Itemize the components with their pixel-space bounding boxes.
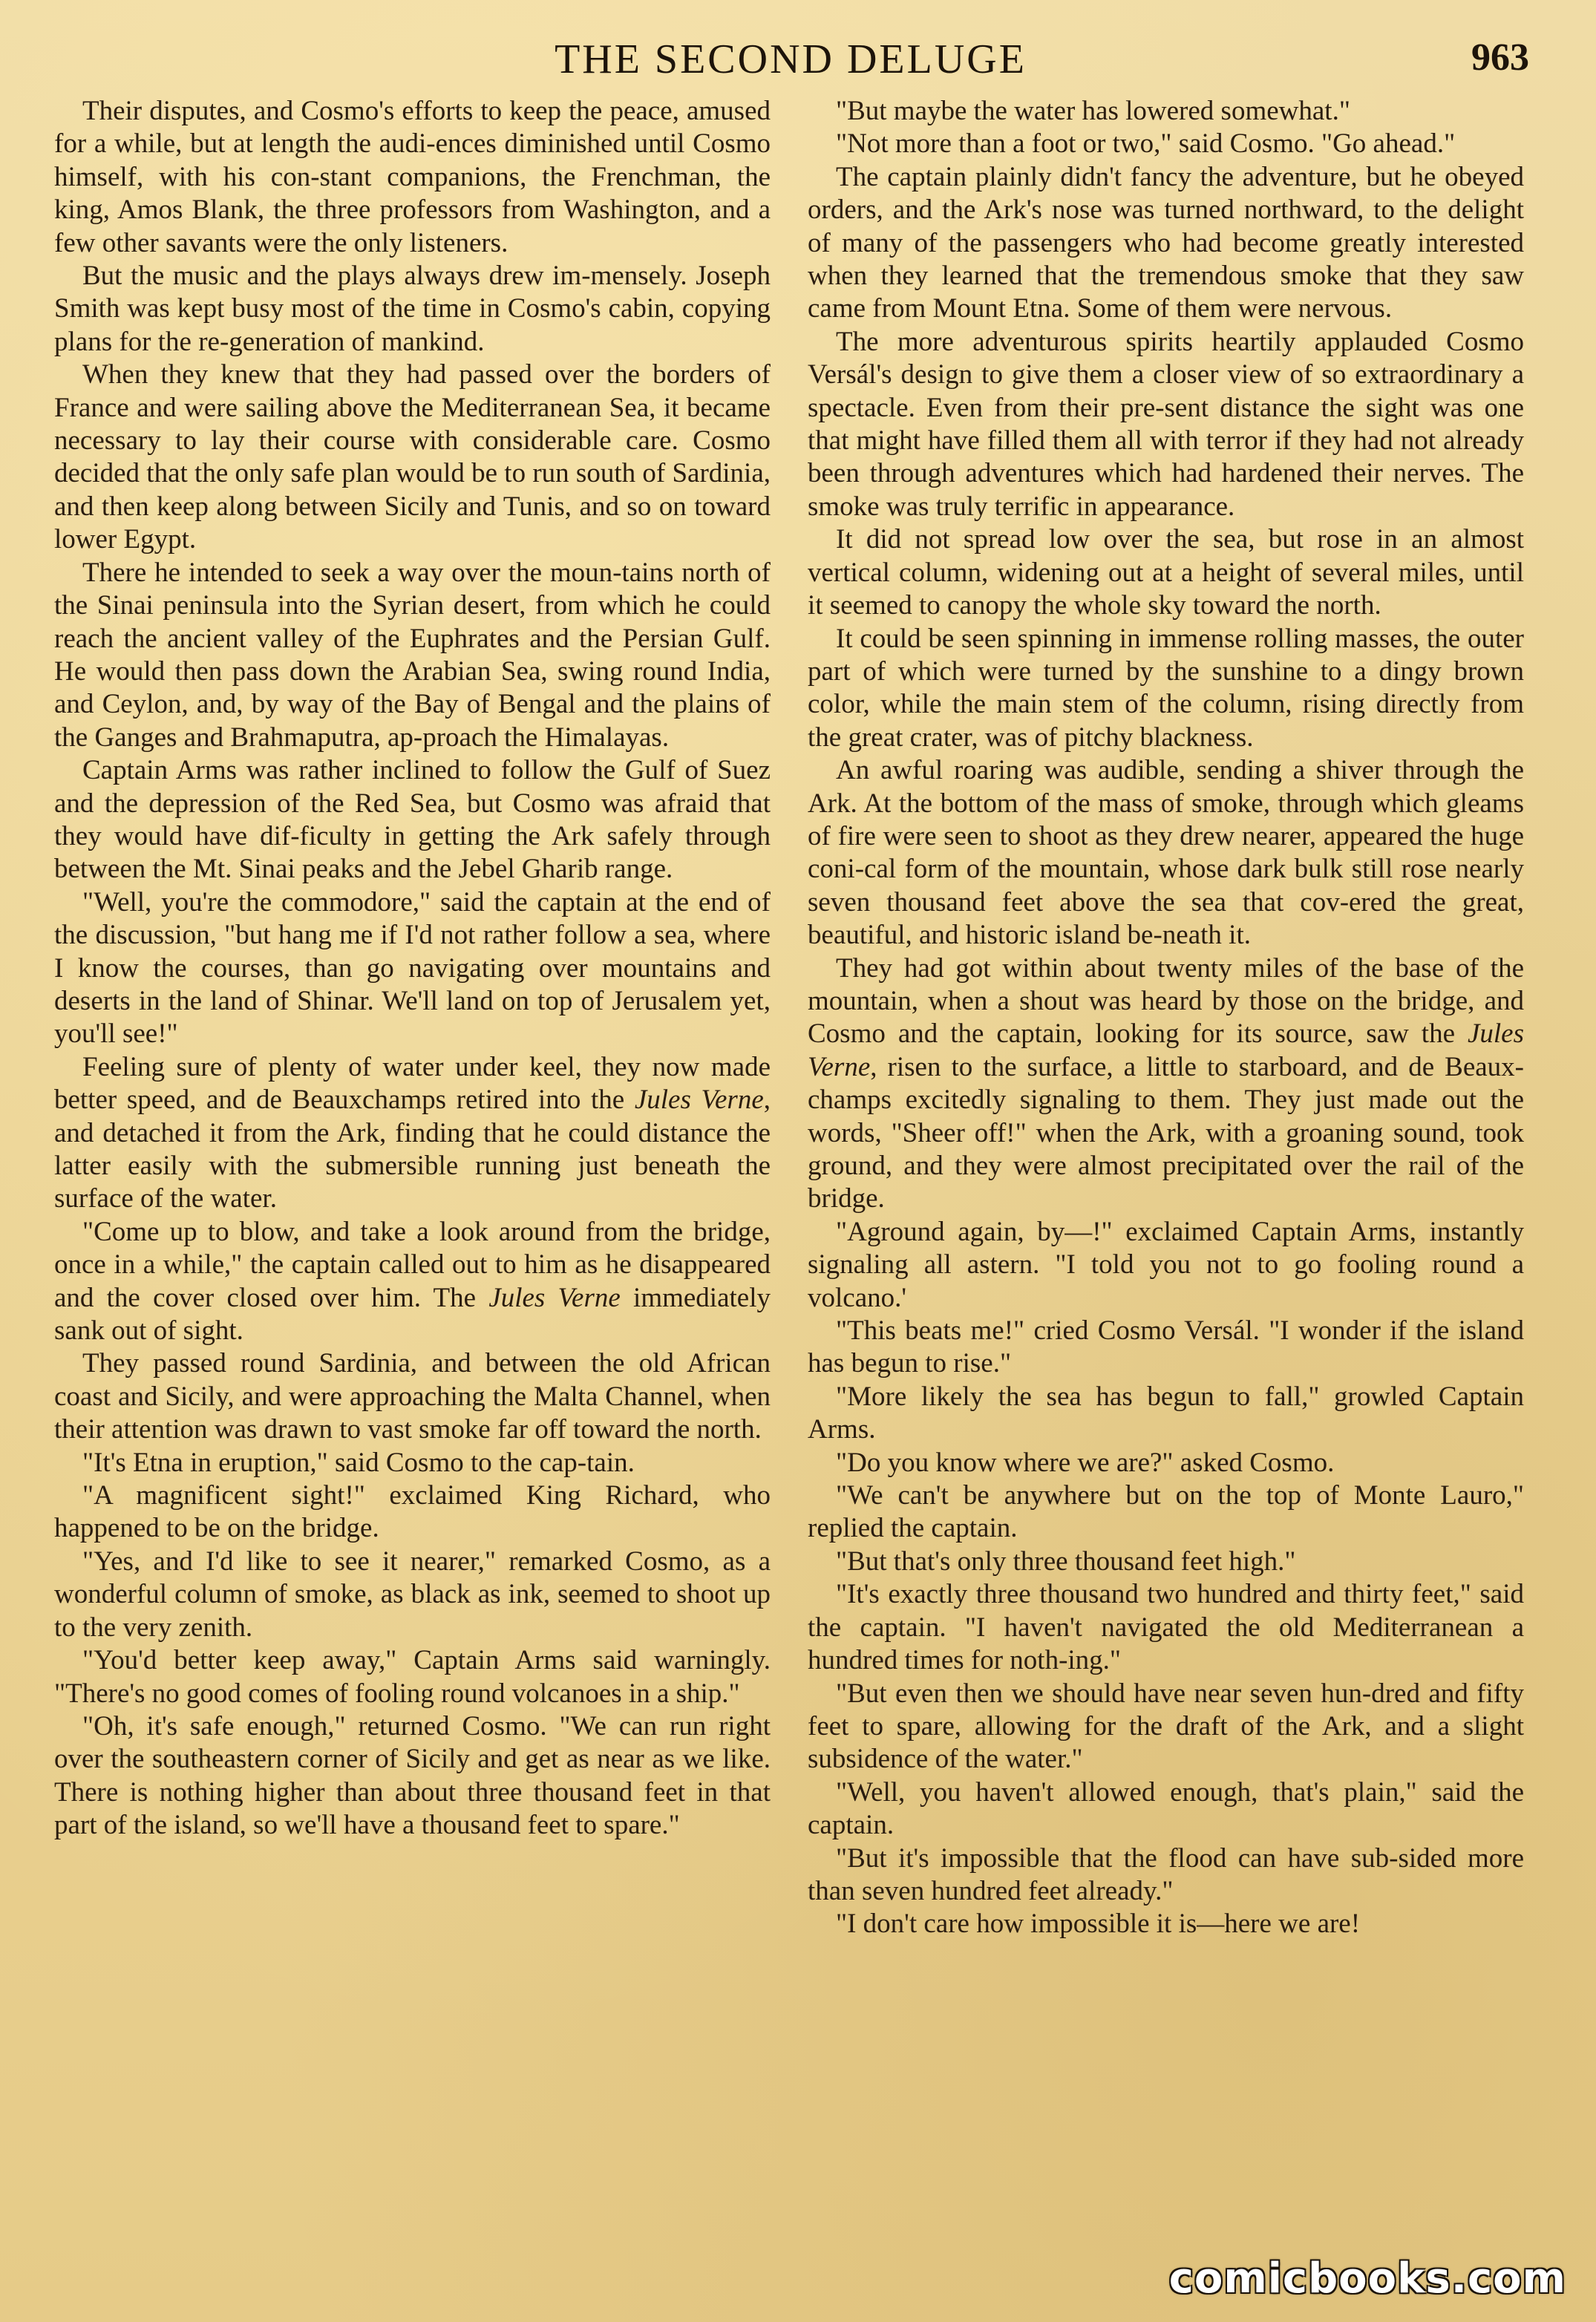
paragraph: "It's exactly three thousand two hundred and thirty feet," said the captain. "I haven't navigated the old Mediterranean a hundred times for noth-ing." <box>808 1579 1524 1676</box>
paragraph: It could be seen spinning in immense rolling masses, the outer part of which were turned by the sunshine to a dingy brown color, while the main stem of the column, rising directly from the great crater, was of pitchy blackness. <box>808 623 1524 753</box>
paragraph: "I don't care how impossible it is—here we are! <box>836 1909 1361 1940</box>
paragraph: Captain Arms was rather inclined to follow the Gulf of Suez and the depression of the Red Sea, but Cosmo was afraid that they would have dif-ficulty in getting the Ark safely through between the Mt. Sinai peaks and the Jebel Gharib range. <box>54 755 771 885</box>
paragraph: "More likely the sea has begun to fall," growled Captain Arms. <box>808 1381 1524 1445</box>
paragraph: "But it's impossible that the flood can have sub-sided more than seven hundred feet already." <box>808 1842 1524 1906</box>
paragraph: "Oh, it's safe enough," returned Cosmo. "We can run right over the southeastern corner of Sicily and get as near as we like. There is nothing higher than about three thousand feet in that part of the island, so we'll have a thousand feet to spare." <box>54 1710 771 1841</box>
paragraph: They had got within about twenty miles of the base of the mountain, when a shout was heard by those on the bridge, and Cosmo and the captain, looking for its source, saw the Jules Verne, risen to the surface, a little to starboard, and de Beaux-champs excitedly signaling to them. They just made out the words, "Sheer off!" when the Ark, with a groaning sound, took ground, and they were almost precipitated over the rail of the bridge. <box>808 952 1524 1214</box>
paragraph: It did not spread low over the sea, but rose in an almost vertical column, widening out at a height of several miles, until it seemed to canopy the whole sky toward the north. <box>808 524 1524 621</box>
paragraph: They passed round Sardinia, and between the old African coast and Sicily, and were approaching the Malta Channel, when their attention was drawn to vast smoke far off toward the north. <box>54 1348 771 1445</box>
paragraph: "A magnificent sight!" exclaimed King Richard, who happened to be on the bridge. <box>54 1480 771 1544</box>
paragraph: "Yes, and I'd like to see it nearer," remarked Cosmo, as a wonderful column of smoke, as black as ink, seemed to shoot up to the very zenith. <box>54 1546 771 1643</box>
paragraph: "But that's only three thousand feet high." <box>836 1546 1296 1577</box>
paragraph: "Do you know where we are?" asked Cosmo. <box>836 1447 1335 1478</box>
page-number: 963 <box>1471 36 1529 79</box>
text-column-left <box>54 95 771 2263</box>
paragraph: An awful roaring was audible, sending a shiver through the Ark. At the bottom of the mass of smoke, through which gleams of fire were seen to shoot as they drew nearer, appeared the huge coni-cal form of the mountain, whose dark bulk still rose nearly seven thousand feet above the sea that cov-ered the great, beautiful, and historic island be-neath it. <box>808 755 1524 951</box>
paragraph: "This beats me!" cried Cosmo Versál. "I wonder if the island has begun to rise." <box>808 1315 1524 1379</box>
paragraph: "We can't be anywhere but on the top of Monte Lauro," replied the captain. <box>808 1480 1524 1544</box>
paragraph: "You'd better keep away," Captain Arms said warningly. "There's no good comes of fooling round volcanoes in a ship." <box>54 1645 771 1709</box>
paragraph: "Well, you haven't allowed enough, that's plain," said the captain. <box>808 1776 1524 1841</box>
paragraph: "Aground again, by—!" exclaimed Captain Arms, instantly signaling all astern. "I told you not to go fooling round a volcano.' <box>808 1216 1524 1313</box>
paragraph: Their disputes, and Cosmo's efforts to keep the peace, amused for a while, but at length the audi-ences diminished until Cosmo himself, with his con-stant companions, the Frenchman, the king, Amos Blank, the three professors from Washington, and a few other savants were the only listeners. <box>54 96 771 258</box>
paragraph: "Not more than a foot or two," said Cosmo. "Go ahead." <box>836 128 1456 160</box>
paragraph: The captain plainly didn't fancy the adventure, but he obeyed orders, and the Ark's nose was turned northward, to the delight of many of the passengers who had become greatly interested when they learned that the tremendous smoke that they saw came from Mount Etna. Some of them were nervous. <box>808 161 1524 324</box>
paragraph: The more adventurous spirits heartily applauded Cosmo Versál's design to give them a closer view of so extraordinary a spectacle. Even from their pre-sent distance the sight was one that might have filled them all with terror if they had not already been through adventures which had hardened their nerves. The smoke was truly terrific in appearance. <box>808 326 1524 522</box>
paragraph: "But even then we should have near seven hun-dred and fifty feet to spare, allowing for the draft of the Ark, and a slight subsidence of the water." <box>808 1678 1524 1775</box>
paragraph: "But maybe the water has lowered somewhat." <box>836 96 1350 126</box>
paragraph: But the music and the plays always drew im-mensely. Joseph Smith was kept busy most of the time in Cosmo's cabin, copying plans for the re-generation of mankind. <box>54 261 771 357</box>
paragraph: When they knew that they had passed over the borders of France and were sailing above the Mediterranean Sea, it became necessary to lay their course with considerable care. Cosmo decided that the only safe plan would be to run south of Sardinia, and then keep along between Sicily and Tunis, and so on toward lower Egypt. <box>54 359 771 555</box>
text-column-right <box>808 95 1524 2263</box>
paragraph: "Come up to blow, and take a look around from the bridge, once in a while," the captain called out to him as he disappeared and the cover closed over him. The Jules Verne immediately sank out of sight. <box>54 1216 771 1347</box>
watermark-logo: comicbooks.com <box>1168 2254 1566 2303</box>
paragraph: Feeling sure of plenty of water under keel, they now made better speed, and de Beauxchamps retired into the Jules Verne, and detached it from the Ark, finding that he could distance the latter easily with the submersible running just beneath the surface of the water. <box>54 1051 771 1214</box>
paragraph: "Well, you're the commodore," said the captain at the end of the discussion, "but hang me if I'd not rather follow a sea, where I know the courses, than go navigating over mountains and deserts in the land of Shinar. We'll land on top of Jerusalem yet, you'll see!" <box>54 886 771 1050</box>
paragraph: "It's Etna in eruption," said Cosmo to the cap-tain. <box>82 1447 635 1478</box>
running-title: THE SECOND DELUGE <box>555 36 1027 82</box>
page-header <box>52 30 1529 89</box>
paragraph: There he intended to seek a way over the moun-tains north of the Sinai peninsula into the Syrian desert, from which he could reach the ancient valley of the Euphrates and the Persian Gulf. He would then pass down the Arabian Sea, swing round India, and Ceylon, and, by way of the Bay of Bengal and the plains of the Ganges and Brahmaputra, ap-proach the Himalayas. <box>54 557 771 753</box>
